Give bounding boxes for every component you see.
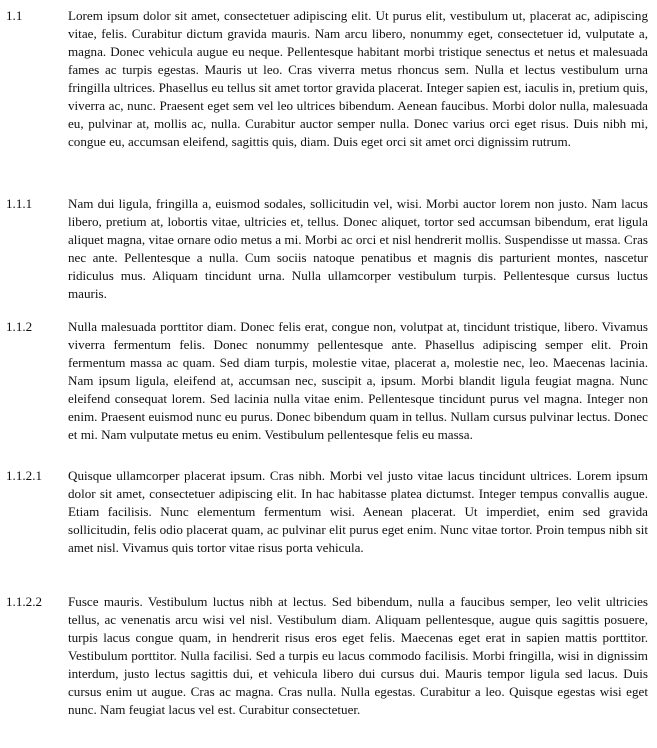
section-number: 1.1	[6, 8, 23, 23]
section-number: 1.1.2	[6, 319, 33, 334]
section-paragraph: Fusce mauris. Vestibulum luctus nibh at lectus. Sed bibendum, nulla a faucibus semper, leo velit ultricies tellus, ac venenatis arcu wisi vel nisl. Vestibulum diam. Aliquam pellentesque, augue quis sagittis posuere, turpis lacus congue quam, in hendrerit risus eros eget felis. Maecenas eget erat in sapien mattis porttitor. Vestibulum porttitor. Nulla facilisi. Sed a turpis eu lacus commodo facilisis. Morbi fringilla, wisi in dignissim interdum, justo lectus sagittis dui, et vehicula libero dui cursus dui. Mauris tempor ligula sed lacus. Duis cursus enim ut augue. Cras ac magna. Cras nulla. Nulla egestas. Curabitur a leo. Quisque egestas wisi eget nunc. Nam feugiat lacus vel est. Curabitur consectetuer.	[68, 594, 648, 717]
section-number: 1.1.2.1	[6, 468, 43, 483]
section-number: 1.1.1	[6, 196, 33, 211]
section-paragraph: Quisque ullamcorper placerat ipsum. Cras nibh. Morbi vel justo vitae lacus tincidunt ultrices. Lorem ipsum dolor sit amet, consectetuer adipiscing elit. In hac habitasse platea dictumst. Integer tempus convallis augue. Etiam facilisis. Nunc elementum fermentum wisi. Aenean placerat. Ut imperdiet, enim sed gravida sollicitudin, felis odio placerat quam, ac pulvinar elit purus eget enim. Nunc vitae tortor. Proin tempus nibh sit amet nisl. Vivamus quis tortor vitae risus porta vehicula.	[68, 468, 648, 555]
section-paragraph: Nulla malesuada porttitor diam. Donec felis erat, congue non, volutpat at, tincidunt tristique, libero. Vivamus viverra fermentum felis. Donec nonummy pellentesque ante. Phasellus adipiscing semper elit. Proin fermentum massa ac quam. Sed diam turpis, molestie vitae, placerat a, molestie nec, leo. Maecenas lacinia. Nam ipsum ligula, eleifend at, accumsan nec, suscipit a, ipsum. Morbi blandit ligula feugiat magna. Nunc eleifend consequat lorem. Sed lacinia nulla vitae enim. Pellentesque tincidunt purus vel magna. Integer non enim. Praesent euismod nunc eu purus. Donec bibendum quam in tellus. Nullam cursus pulvinar lectus. Donec et mi. Nam vulputate metus eu enim. Vestibulum pellentesque felis eu massa.	[68, 319, 648, 442]
section-paragraph: Nam dui ligula, fringilla a, euismod sodales, sollicitudin vel, wisi. Morbi auctor lorem non justo. Nam lacus libero, pretium at, lobortis vitae, ultricies et, tellus. Donec aliquet, tortor sed accumsan bibendum, erat ligula aliquet magna, vitae ornare odio metus a mi. Morbi ac orci et nisl hendrerit mollis. Suspendisse ut massa. Cras nec ante. Pellentesque a nulla. Cum sociis natoque penatibus et magnis dis parturient montes, nascetur ridiculus mus. Aliquam tincidunt urna. Nulla ullamcorper vestibulum turpis. Pellentesque cursus luctus mauris.	[68, 196, 648, 301]
section-number: 1.1.2.2	[6, 594, 43, 609]
section-paragraph: Lorem ipsum dolor sit amet, consectetuer adipiscing elit. Ut purus elit, vestibulum ut, placerat ac, adipiscing vitae, felis. Curabitur dictum gravida mauris. Nam arcu libero, nonummy eget, consectetuer id, vulputate a, magna. Donec vehicula augue eu neque. Pellentesque habitant morbi tristique senectus et netus et malesuada fames ac turpis egestas. Mauris ut leo. Cras viverra metus rhoncus sem. Nulla et lectus vestibulum urna fringilla ultrices. Phasellus eu tellus sit amet tortor gravida placerat. Integer sapien est, iaculis in, pretium quis, viverra ac, nunc. Praesent eget sem vel leo ultrices bibendum. Aenean faucibus. Morbi dolor nulla, malesuada eu, pulvinar at, mollis ac, nulla. Curabitur auctor semper nulla. Donec varius orci eget risus. Duis nibh mi, congue eu, accumsan eleifend, sagittis quis, diam. Duis eget orci sit amet orci dignissim rutrum.	[68, 8, 648, 149]
